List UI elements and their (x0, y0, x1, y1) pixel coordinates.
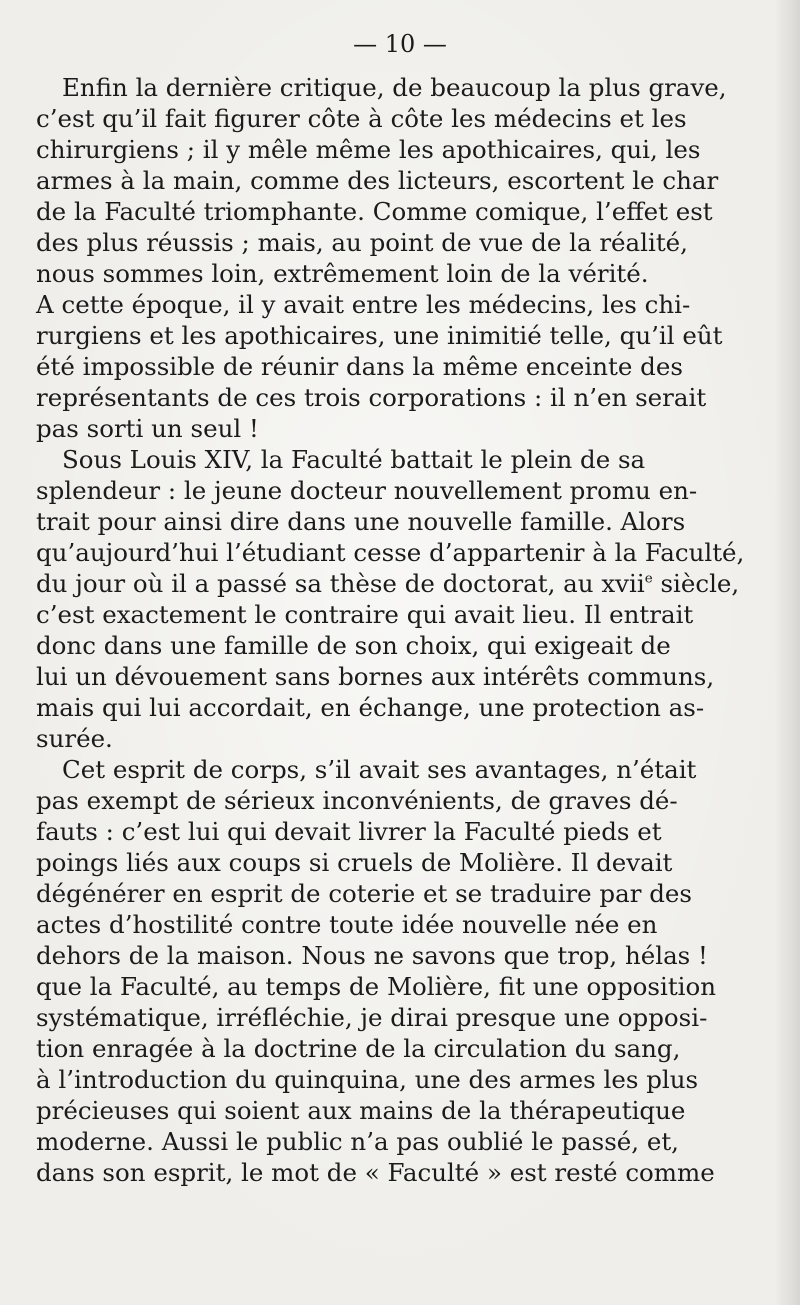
text-line: dégénérer en esprit de coterie et se traduire par des (36, 879, 692, 908)
text-line (36, 568, 740, 599)
text-line: représentants de ces trois corporations : il n’en serait (36, 383, 707, 412)
text-line: des plus réussis ; mais, au point de vue de la réalité, (36, 228, 688, 257)
text-line: Sous Louis XIV, la Faculté battait le plein de sa (62, 445, 646, 474)
text-line: à l’introduction du quinquina, une des armes les plus (36, 1065, 699, 1094)
text-line: de la Faculté triomphante. Comme comique, l’effet est (36, 197, 713, 226)
text-line: pas exempt de sérieux inconvénients, de graves dé- (36, 786, 678, 815)
text-line: fauts : c’est lui qui devait livrer la Faculté pieds et (36, 817, 662, 846)
century-superscript: e (644, 570, 653, 587)
text-line: qu’aujourd’hui l’étudiant cesse d’appartenir à la Faculté, (36, 538, 745, 567)
text-line: dehors de la maison. Nous ne savons que trop, hélas ! (36, 941, 708, 970)
text-line: armes à la main, comme des licteurs, escortent le char (36, 166, 719, 195)
text-line: été impossible de réunir dans la même enceinte des (36, 352, 683, 381)
text-line: trait pour ainsi dire dans une nouvelle famille. Alors (36, 507, 686, 536)
text-line: pas sorti un seul ! (36, 414, 259, 443)
text-line: c’est qu’il fait figurer côte à côte les médecins et les (36, 104, 687, 133)
page-edge-shadow (774, 0, 800, 1305)
text-line: actes d’hostilité contre toute idée nouvelle née en (36, 910, 658, 939)
text-line: lui un dévouement sans bornes aux intérêts communs, (36, 662, 715, 691)
text-line: mais qui lui accordait, en échange, une protection as- (36, 693, 705, 722)
text-line-main: du jour où il a passé sa thèse de doctorat, au xvii (36, 569, 645, 598)
text-line: poings liés aux coups si cruels de Molière. Il devait (36, 848, 673, 877)
text-line: nous sommes loin, extrêmement loin de la vérité. (36, 259, 649, 288)
text-line: donc dans une famille de son choix, qui exigeait de (36, 631, 671, 660)
text-line: surée. (36, 724, 113, 753)
text-line: Cet esprit de corps, s’il avait ses avantages, n’était (62, 755, 697, 784)
text-line: rurgiens et les apothicaires, une inimitié telle, qu’il eût (36, 321, 723, 350)
text-line: splendeur : le jeune docteur nouvellement promu en- (36, 476, 698, 505)
text-line: c’est exactement le contraire qui avait lieu. Il entrait (36, 600, 694, 629)
text-line: dans son esprit, le mot de « Faculté » est resté comme (36, 1158, 715, 1187)
text-line: chirurgiens ; il y mêle même les apothicaires, qui, les (36, 135, 701, 164)
text-line: tion enragée à la doctrine de la circulation du sang, (36, 1034, 681, 1063)
text-line: A cette époque, il y avait entre les médecins, les chi- (36, 290, 691, 319)
page-number: — 10 — (353, 30, 447, 58)
text-line: que la Faculté, au temps de Molière, fit une opposition (36, 972, 717, 1001)
text-line: Enfin la dernière critique, de beaucoup la plus grave, (62, 73, 727, 102)
text-line: systématique, irréfléchie, je dirai presque une opposi- (36, 1003, 708, 1032)
text-line: moderne. Aussi le public n’a pas oublié le passé, et, (36, 1127, 679, 1156)
text-line: précieuses qui soient aux mains de la thérapeutique (36, 1096, 686, 1125)
text-line-tail: siècle, (652, 569, 740, 598)
